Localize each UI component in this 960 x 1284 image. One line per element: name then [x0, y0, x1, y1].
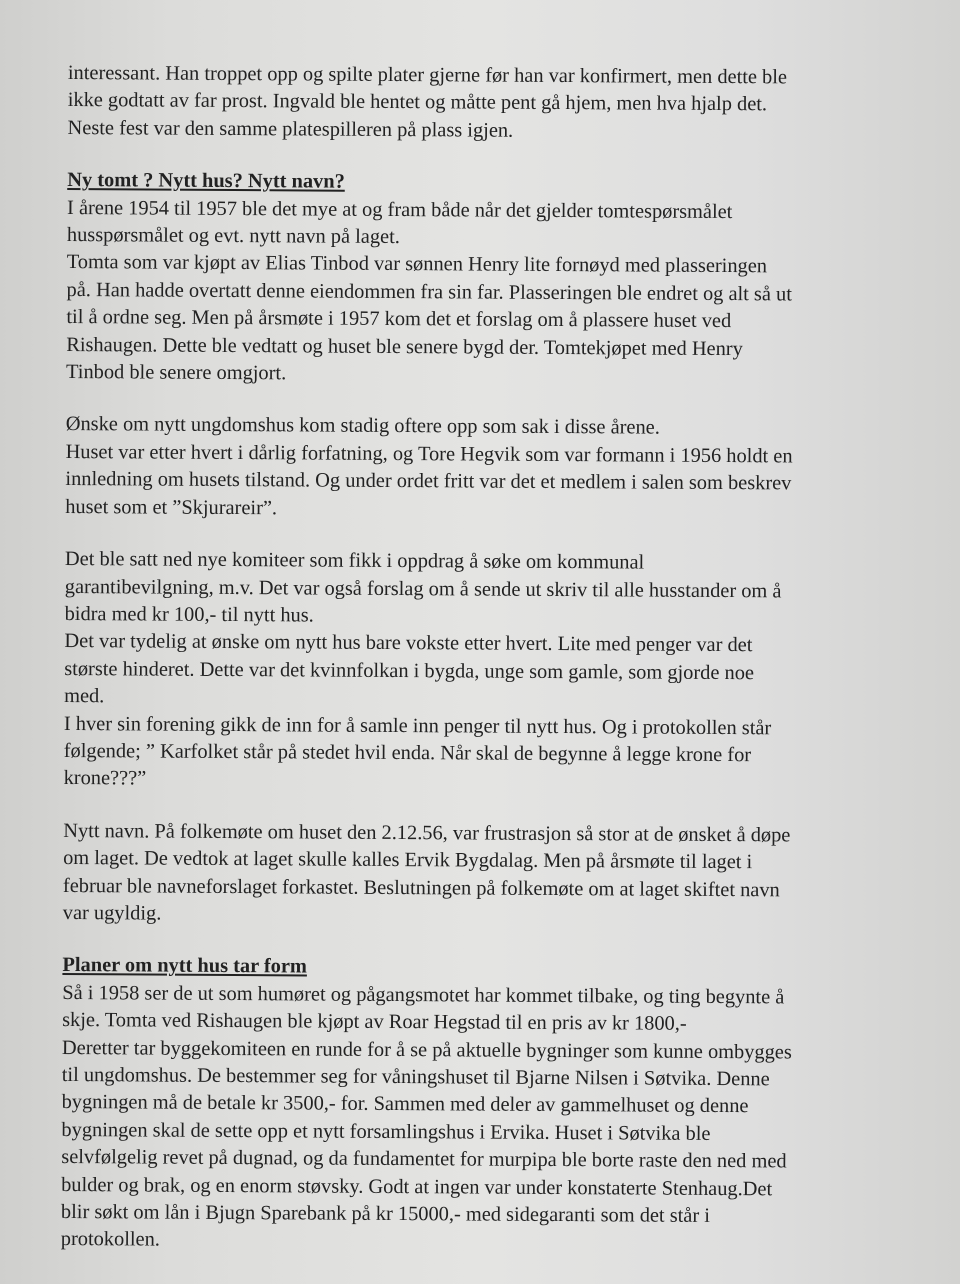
text-line: Det ble satt ned nye komiteer som fikk i oppdrag å søke om kommunal: [64, 548, 645, 574]
text-line: ikke godtatt av far prost. Ingvald ble hentet og måtte pent gå hjem, men hva hjalp det.: [67, 89, 768, 116]
text-line: februar ble navneforslaget forkastet. Beslutningen på folkemøte om at laget skiftet navn: [62, 874, 780, 901]
document-body: [61, 60, 928, 1284]
text-line: følgende; ” Karfolket står på stedet hvil enda. Når skal de begynne å legge krone for: [63, 739, 752, 767]
text-line: Tomta som var kjøpt av Elias Tinbod var sønnen Henry lite fornøyd med plasseringen: [66, 251, 768, 278]
text-line: Rishaugen. Dette ble vedtatt og huset ble senere bygd der. Tomtekjøpet med Henry: [66, 333, 743, 360]
text-line: blir søkt om lån i Bjugn Sparebank på kr 15000,- med sidegaranti som det står i: [60, 1201, 711, 1227]
paragraph: [65, 411, 926, 526]
text-line: protokollen.: [60, 1228, 160, 1252]
paragraph: [63, 818, 924, 933]
text-line: huset som et ”Skjurareir”.: [65, 495, 278, 519]
text-line: Ønske om nytt ungdomshus kom stadig oftere opp som sak i disse årene.: [65, 413, 660, 440]
paragraph: [64, 546, 925, 798]
text-line: med.: [64, 685, 105, 708]
text-line: bulder og brak, og en enorm støvsky. Godt at ingen var under konstaterte Stenhaug.Det: [61, 1173, 773, 1200]
text-line: Neste fest var den samme platespilleren på plass igjen.: [67, 116, 514, 142]
text-line: innledning om husets tilstand. Og under ordet fritt var det et medlem i salen som beskrev: [65, 468, 792, 495]
text-line: bidra med kr 100,- til nytt hus.: [64, 602, 314, 627]
section-heading: Ny tomt ? Nytt hus? Nytt navn?: [67, 169, 345, 193]
text-line: krone???”: [63, 767, 147, 790]
text-line: til å ordne seg. Men på årsmøte i 1957 kom det et forslag om å plassere huset ved: [66, 306, 732, 333]
text-line: interessant. Han troppet opp og spilte plater gjerne før han var konfirmert, men dette ble: [67, 61, 788, 89]
text-line: Deretter tar byggekomiteen en runde for å se på aktuelle bygninger som kunne ombygges: [61, 1036, 792, 1064]
paragraph: [66, 167, 927, 391]
text-line: skje. Tomta ved Rishaugen ble kjøpt av Roar Hegstad til en pris av kr 1800,-: [62, 1009, 687, 1035]
text-line: I årene 1954 til 1957 ble det mye at og fram både når det gjelder tomtespørsmålet: [67, 196, 733, 223]
text-line: husspørsmålet og evt. nytt navn på laget.: [66, 224, 400, 249]
text-line: I hver sin forening gikk de inn for å samle inn penger til nytt hus. Og i protokollen står: [63, 712, 772, 739]
text-line: bygningen må de betale kr 3500,- for. Sammen med deler av gammelhuset og denne: [61, 1091, 749, 1118]
text-line: bygningen skal de sette opp et nytt forsamlingshus i Ervika. Huset i Søtvika ble: [61, 1118, 711, 1145]
section-heading: Planer om nytt hus tar form: [62, 954, 308, 978]
text-line: Nytt navn. På folkemøte om huset den 2.12.56, var frustrasjon så stor at de ønsket å døpe: [63, 819, 791, 847]
paragraph: [67, 60, 927, 147]
text-line: på. Han hadde overtatt denne eiendommen fra sin far. Plasseringen ble endret og alt så ut: [66, 278, 792, 306]
text-line: Så i 1958 ser de ut som humøret og pågangsmotet har kommet tilbake, og ting begynte å: [62, 981, 785, 1009]
text-line: Huset var etter hvert i dårlig forfatning, og Tore Hegvik som var formann i 1956 holdt en: [65, 440, 793, 468]
text-line: til ungdomshus. De bestemmer seg for våningshuset til Bjarne Nilsen i Søtvika. Denne: [61, 1063, 770, 1091]
text-line: garantibevilgning, m.v. Det var også forslag om å sende ut skriv til alle husstander om å: [64, 575, 782, 602]
text-line: Det var tydelig at ønske om nytt hus bare vokste etter hvert. Lite med penger var det: [64, 630, 753, 657]
text-line: største hinderet. Dette var det kvinnfolkan i bygda, unge som gamle, som gjorde noe: [64, 657, 755, 684]
text-line: Tinbod ble senere omgjort.: [66, 361, 287, 385]
paragraph: [61, 952, 923, 1259]
text-line: var ugyldig.: [62, 901, 162, 925]
text-line: om laget. De vedtok at laget skulle kalles Ervik Bygdalag. Men på årsmøte til laget i: [63, 847, 753, 874]
text-line: selvfølgelig revet på dugnad, og da fundamentet for murpipa ble borte raste den ned med: [61, 1146, 787, 1173]
